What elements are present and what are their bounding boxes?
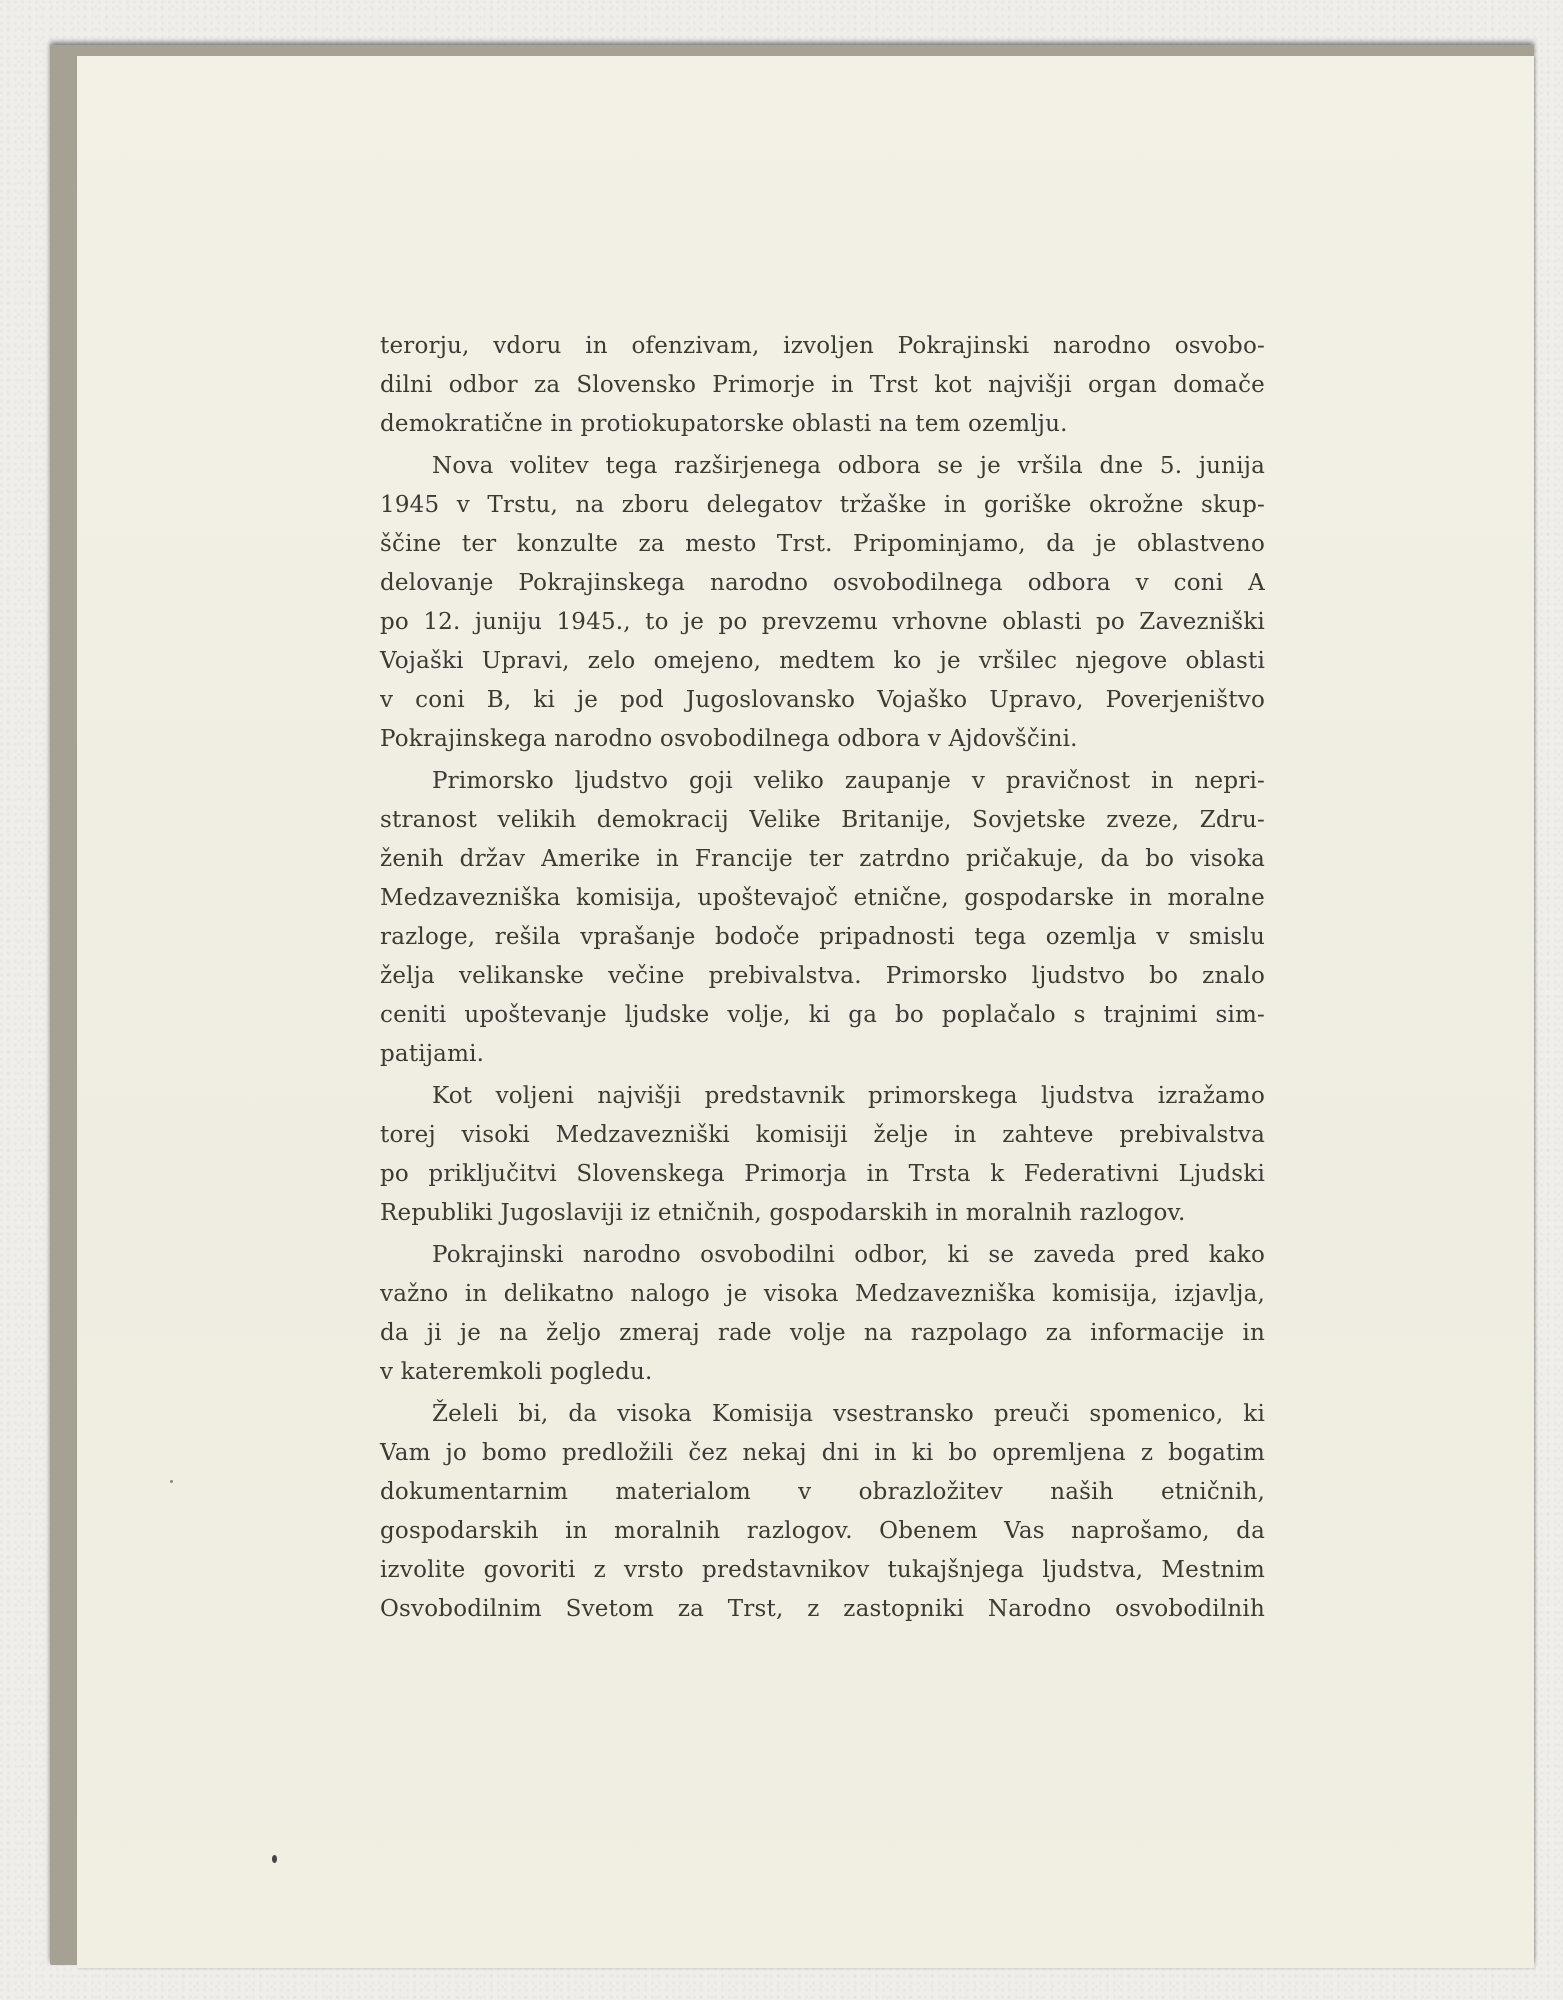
text-line: razloge, rešila vprašanje bodoče pripadnosti tega ozemlja v smislu: [380, 924, 1265, 950]
text-line: Medzavezniška komisija, upoštevajoč etnične, gospodarske in moralne: [380, 885, 1265, 911]
text-line: Osvobodilnim Svetom za Trst, z zastopniki Narodno osvobodilnih: [380, 1596, 1265, 1622]
text-line: delovanje Pokrajinskega narodno osvobodilnega odbora v coni A: [380, 570, 1265, 596]
text-line: Želeli bi, da visoka Komisija vsestransko preuči spomenico, ki: [432, 1401, 1265, 1427]
text-line: v coni B, ki je pod Jugoslovansko Vojaško Upravo, Poverjeništvo: [380, 687, 1265, 713]
text-line: ženih držav Amerike in Francije ter zatrdno pričakuje, da bo visoka: [380, 846, 1265, 872]
document-body: [380, 327, 1265, 1629]
text-line: ceniti upoštevanje ljudske volje, ki ga bo poplačalo s trajnimi sim-: [380, 1002, 1265, 1028]
text-line: Pokrajinski narodno osvobodilni odbor, ki se zaveda pred kako: [432, 1242, 1265, 1268]
text-line: gospodarskih in moralnih razlogov. Obenem Vas naprošamo, da: [380, 1518, 1265, 1544]
text-line: Primorsko ljudstvo goji veliko zaupanje v pravičnost in nepri-: [432, 768, 1265, 794]
text-line: Vojaški Upravi, zelo omejeno, medtem ko je vršilec njegove oblasti: [380, 648, 1265, 674]
text-line: Vam jo bomo predložili čez nekaj dni in ki bo opremljena z bogatim: [380, 1440, 1265, 1466]
text-line: Pokrajinskega narodno osvobodilnega odbora v Ajdovščini.: [380, 726, 1078, 752]
paragraph: [380, 762, 1265, 1074]
text-line: dilni odbor za Slovensko Primorje in Trst kot najvišji organ domače: [380, 372, 1265, 398]
ink-speck: [272, 1855, 277, 1863]
text-line: važno in delikatno nalogo je visoka Medzavezniška komisija, izjavlja,: [380, 1281, 1265, 1307]
paragraph: [380, 327, 1265, 444]
text-line: ščine ter konzulte za mesto Trst. Pripominjamo, da je oblastveno: [380, 531, 1265, 557]
text-line: da ji je na željo zmeraj rade volje na razpolago za informacije in: [380, 1320, 1265, 1346]
text-line: stranost velikih demokracij Velike Britanije, Sovjetske zveze, Zdru-: [380, 807, 1265, 833]
text-line: Nova volitev tega razširjenega odbora se je vršila dne 5. junija: [432, 453, 1265, 479]
text-line: v kateremkoli pogledu.: [380, 1359, 653, 1385]
text-line: torej visoki Medzavezniški komisiji želje in zahteve prebivalstva: [380, 1122, 1265, 1148]
text-line: 1945 v Trstu, na zboru delegatov tržaške in goriške okrožne skup-: [380, 492, 1265, 518]
text-line: Republiki Jugoslaviji iz etničnih, gospodarskih in moralnih razlogov.: [380, 1200, 1186, 1226]
text-line: patijami.: [380, 1041, 485, 1067]
paragraph: [380, 447, 1265, 759]
text-line: Kot voljeni najvišji predstavnik primorskega ljudstva izražamo: [432, 1083, 1265, 1109]
text-line: po priključitvi Slovenskega Primorja in Trsta k Federativni Ljudski: [380, 1161, 1265, 1187]
ink-speck: [170, 1480, 173, 1483]
text-line: demokratične in protiokupatorske oblasti na tem ozemlju.: [380, 411, 1068, 437]
paragraph: [380, 1236, 1265, 1392]
text-line: izvolite govoriti z vrsto predstavnikov tukajšnjega ljudstva, Mestnim: [380, 1557, 1265, 1583]
text-line: želja velikanske večine prebivalstva. Primorsko ljudstvo bo znalo: [380, 963, 1265, 989]
text-line: terorju, vdoru in ofenzivam, izvoljen Pokrajinski narodno osvobo-: [380, 333, 1265, 359]
paragraph: [380, 1077, 1265, 1233]
text-line: po 12. juniju 1945., to je po prevzemu vrhovne oblasti po Zavezniški: [380, 609, 1265, 635]
paragraph: [380, 1395, 1265, 1629]
text-line: dokumentarnim materialom v obrazložitev naših etničnih,: [380, 1479, 1265, 1505]
